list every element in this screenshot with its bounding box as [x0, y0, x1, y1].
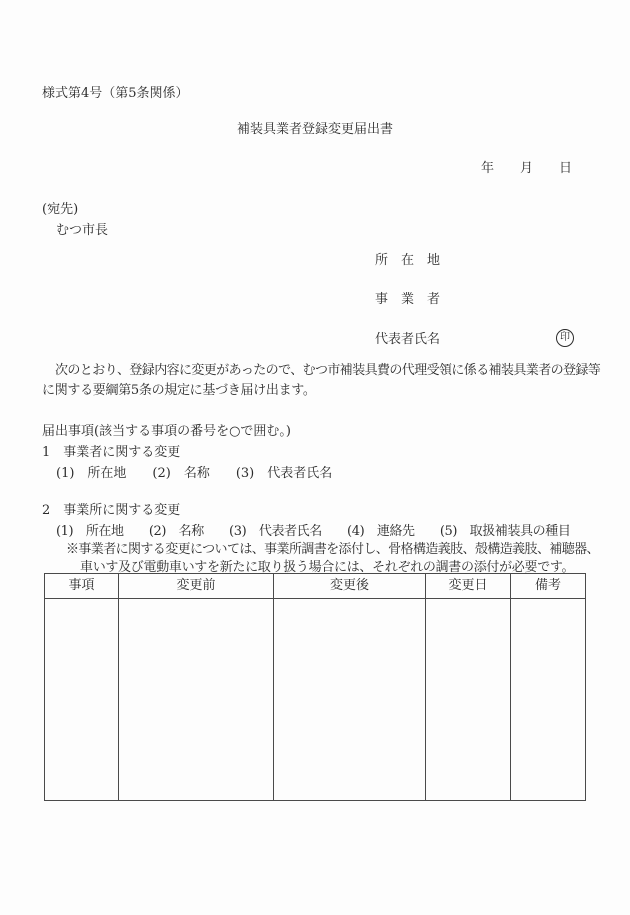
item2-note-line2: 車いす及び電動車いすを新たに取り扱う場合には、それぞれの調書の添付が必要です。: [80, 560, 575, 575]
col-header-remarks: 備考: [511, 574, 586, 599]
col-header-date: 変更日: [426, 574, 511, 599]
notification-items-heading: 届出事項(該当する事項の番号を○で囲む。): [42, 424, 291, 439]
date-line: 年 月 日: [480, 161, 572, 176]
cell-after: [274, 599, 426, 801]
item1-options: (1) 所在地 (2) 名称 (3) 代表者氏名: [56, 466, 333, 481]
item2-label: 2 事業所に関する変更: [42, 503, 181, 518]
col-header-before: 変更前: [119, 574, 274, 599]
change-table: [44, 573, 586, 801]
sender-business-label: 事 業 者: [375, 292, 441, 307]
body-paragraph-line2: に関する要綱第5条の規定に基づき届け出ます。: [42, 383, 316, 398]
cell-before: [119, 599, 274, 801]
body-paragraph-line1: 次のとおり、登録内容に変更があったので、むつ市補装具費の代理受領に係る補装具業者の登録等: [55, 363, 601, 378]
page-title: 補装具業者登録変更届出書: [236, 122, 393, 137]
cell-date: [426, 599, 511, 801]
form-number-label: 様式第4号（第5条関係）: [42, 86, 189, 101]
item2-note-line1: ※事業者に関する変更については、事業所調書を添付し、骨格構造義肢、殻構造義肢、補聴器、: [66, 542, 599, 557]
addressee-label: (宛先): [42, 202, 79, 217]
cell-item: [45, 599, 119, 801]
col-header-item: 事項: [45, 574, 119, 599]
sender-representative-label: 代表者氏名: [375, 332, 441, 347]
item2-options: (1) 所在地 (2) 名称 (3) 代表者氏名 (4) 連絡先 (5) 取扱補装具の種目: [56, 524, 571, 539]
table-row: [45, 599, 586, 801]
col-header-after: 変更後: [274, 574, 426, 599]
item1-label: 1 事業者に関する変更: [42, 445, 181, 460]
seal-stamp-icon: 印: [556, 329, 574, 347]
table-header-row: [45, 574, 586, 599]
cell-remarks: [511, 599, 586, 801]
sender-address-label: 所 在 地: [375, 253, 441, 268]
addressee-name: むつ市長: [56, 223, 109, 238]
